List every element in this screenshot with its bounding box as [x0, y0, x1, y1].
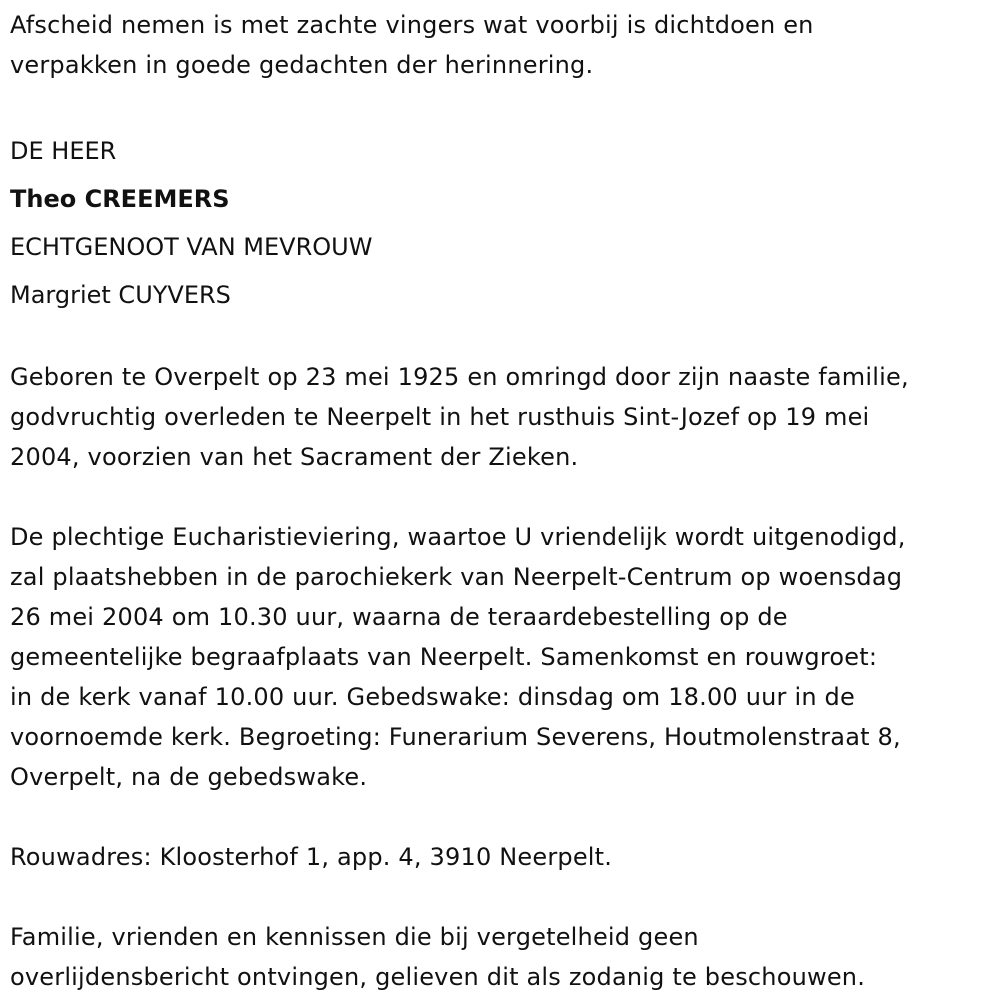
closing-line-2: overlijdensbericht ontvingen, gelieven dit als zodanig te beschouwen. [10, 963, 866, 991]
birth-death-line-3: 2004, voorzien van het Sacrament der Zieken. [10, 443, 579, 471]
deceased-name: Theo CREEMERS [10, 185, 230, 213]
address-line: Rouwadres: Kloosterhof 1, app. 4, 3910 Neerpelt. [10, 843, 613, 871]
spouse-name: Margriet CUYVERS [10, 281, 231, 309]
ceremony-line-3: 26 mei 2004 om 10.30 uur, waarna de teraardebestelling op de [10, 603, 788, 631]
deceased-title: DE HEER [10, 137, 117, 165]
spacer [10, 797, 995, 837]
intro-line-1: Afscheid nemen is met zachte vingers wat voorbij is dichtdoen en [10, 11, 814, 39]
birth-death-line-1: Geboren te Overpelt op 23 mei 1925 en omringd door zijn naaste familie, [10, 363, 909, 391]
ceremony-line-7: Overpelt, na de gebedswake. [10, 763, 368, 791]
ceremony-line-4: gemeentelijke begraafplaats van Neerpelt. Samenkomst en rouwgroet: [10, 643, 878, 671]
spacer [10, 85, 995, 125]
ceremony-line-6: voornoemde kerk. Begroeting: Funerarium Severens, Houtmolenstraat 8, [10, 723, 901, 751]
birth-death-line-2: godvruchtig overleden te Neerpelt in het rusthuis Sint-Jozef op 19 mei [10, 403, 870, 431]
ceremony-line-1: De plechtige Eucharistieviering, waartoe U vriendelijk wordt uitgenodigd, [10, 523, 906, 551]
spacer [10, 477, 995, 517]
birth-death-paragraph [10, 357, 995, 477]
mourning-address [10, 837, 995, 877]
intro-line-2: verpakken in goede gedachten der herinnering. [10, 51, 594, 79]
closing-line-1: Familie, vrienden en kennissen die bij vergetelheid geen [10, 923, 699, 951]
obituary-notice [10, 0, 995, 997]
relation-label: ECHTGENOOT VAN MEVROUW [10, 233, 373, 261]
deceased-block [10, 127, 995, 319]
spacer [10, 319, 995, 357]
ceremony-paragraph [10, 517, 995, 797]
ceremony-line-2: zal plaatshebben in de parochiekerk van Neerpelt-Centrum op woensdag [10, 563, 903, 591]
closing-paragraph [10, 917, 995, 997]
spacer [10, 877, 995, 917]
ceremony-line-5: in de kerk vanaf 10.00 uur. Gebedswake: dinsdag om 18.00 uur in de [10, 683, 855, 711]
intro-verse [10, 0, 995, 85]
